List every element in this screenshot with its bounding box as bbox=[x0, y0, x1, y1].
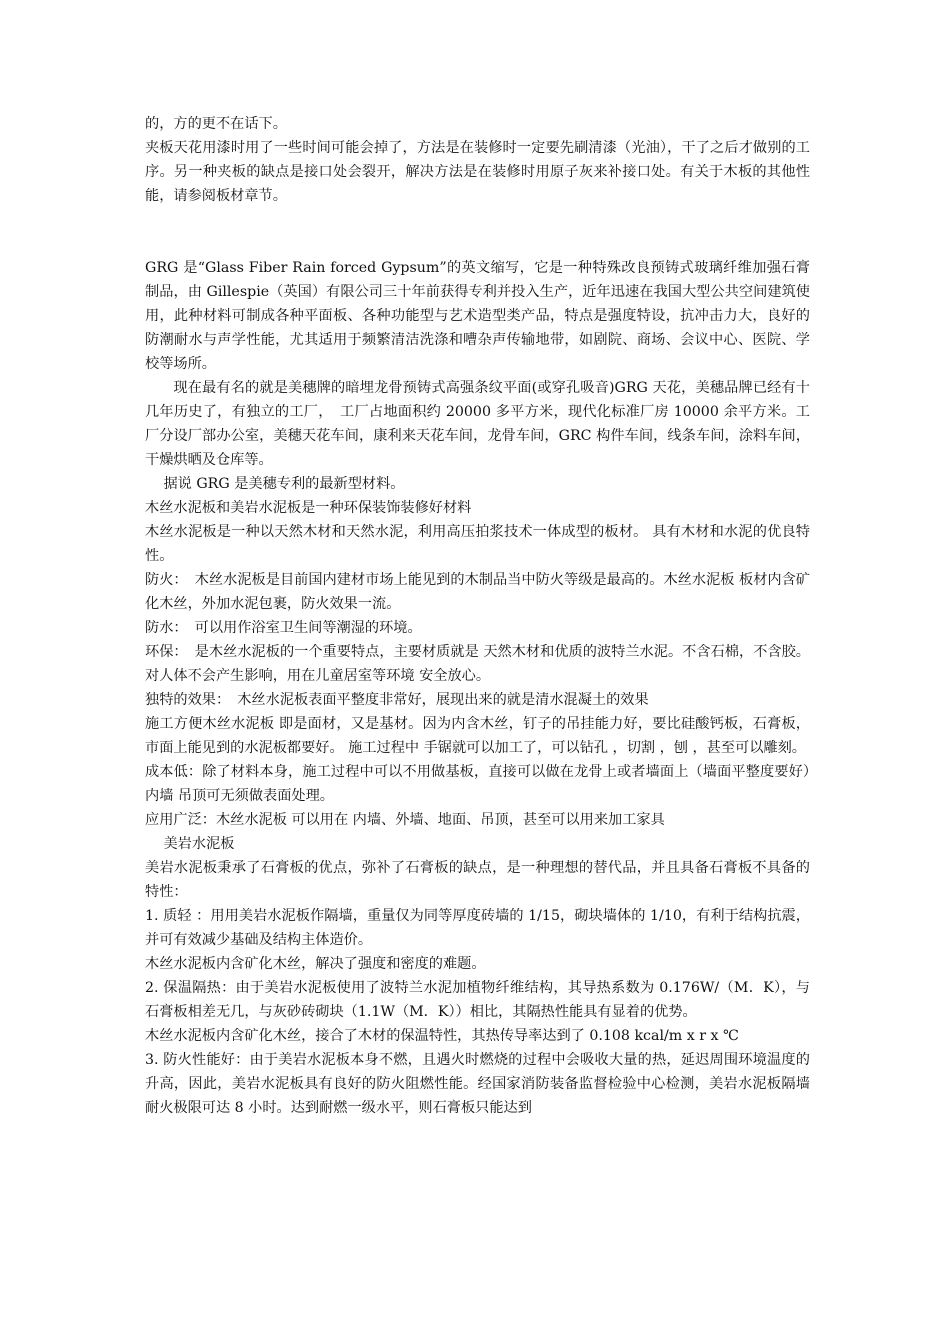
paragraph-grg-definition: GRG 是“Glass Fiber Rain forced Gypsum”的英文缩写，它是一种特殊改良预铸式玻璃纤维加强石膏制品，由 Gillespie（英国）有限公司三十年前获得专利并投入生产，近年迅速在我国大型公共空间建筑使用，此种材料可制成各种平面板、各种功能型与艺术造型类产品，特点是强度特设，抗冲击力大，良好的防潮耐水与声学性能，尤其适用于频繁清洁洗涤和嘈杂声传输地带，如剧院、商场、会议中心、医院、学校等场所。 bbox=[145, 260, 810, 372]
paragraph-grg-patent: 据说 GRG 是美穗专利的最新型材料。 bbox=[163, 476, 405, 492]
paragraph-item-insulation-note: 木丝水泥板内含矿化木丝，接合了木材的保温特性，其热传导率达到了 0.108 kcal/m x r x ℃ bbox=[145, 1028, 739, 1044]
paragraph-wide-usage: 应用广泛：木丝水泥板 可以用在 内墙、外墙、地面、吊顶，甚至可以用来加工家具 bbox=[145, 812, 665, 828]
paragraph-plywood-paint: 夹板天花用漆时用了一些时间可能会掉了，方法是在装修时一定要先刷清漆（光油），干了之后才做别的工序。另一种夹板的缺点是接口处会裂开，解决方法是在装修时用原子灰来补接口处。有关于木板的其他性能，请参阅板材章节。 bbox=[145, 140, 810, 204]
paragraph-meiyan-intro: 美岩水泥板秉承了石膏板的优点，弥补了石膏板的缺点，是一种理想的替代品，并且具备石膏板不具备的特性： bbox=[145, 860, 810, 900]
paragraph-unique-effect: 独特的效果： 木丝水泥板表面平整度非常好，展现出来的就是清水混凝土的效果 bbox=[145, 692, 649, 708]
paragraph-waterproof: 防水： 可以用作浴室卫生间等潮湿的环境。 bbox=[145, 620, 422, 636]
paragraph-item-light-weight-note: 木丝水泥板内含矿化木丝，解决了强度和密度的难题。 bbox=[145, 956, 486, 972]
document-page bbox=[145, 112, 825, 1120]
paragraph-eco: 环保： 是木丝水泥板的一个重要特点，主要材质就是 天然木材和优质的波特兰水泥。不含石棉，不含胶。对人体不会产生影响，用在儿童居室等环境 安全放心。 bbox=[145, 644, 810, 684]
paragraph-wood-wool-intro: 木丝水泥板是一种以天然木材和天然水泥，利用高压拍浆技术一体成型的板材。 具有木材和水泥的优良特性。 bbox=[145, 524, 810, 564]
section-gap bbox=[145, 208, 810, 256]
heading-meiyan-board: 美岩水泥板 bbox=[163, 836, 235, 852]
paragraph-item-insulation: 2. 保温隔热：由于美岩水泥板使用了波特兰水泥加植物纤维结构，其导热系数为 0.176W/（M．K），与石膏板相差无几，与灰砂砖砌块（1.1W（M．K））相比，其隔热性能具有显着的优势。 bbox=[145, 980, 810, 1020]
paragraph-low-cost: 成本低：除了材料本身，施工过程中可以不用做基板，直接可以做在龙骨上或者墙面上（墙面平整度要好） 内墙 吊顶可无须做表面处理。 bbox=[145, 764, 825, 804]
paragraph-grg-brand: 现在最有名的就是美穗牌的暗埋龙骨预铸式高强条纹平面(或穿孔吸音)GRG 天花，美穗品牌已经有十几年历史了，有独立的工厂， 工厂占地面积约 20000 多平方米，现代化标准厂房 10000 余平方米。工厂分设厂部办公室，美穗天花车间，康利来天花车间，龙骨车间，GRC 构件车间，线条车间，涂料车间，干燥烘晒及仓库等。 bbox=[145, 380, 810, 468]
paragraph-construction: 施工方便木丝水泥板 即是面材，又是基材。因为内含木丝，钉子的吊挂能力好，要比硅酸钙板，石膏板，市面上能见到的水泥板都要好。 施工过程中 手锯就可以加工了，可以钻孔 ，切割 ，刨 ，甚至可以雕刻。 bbox=[145, 716, 810, 756]
paragraph-fireproof: 防火： 木丝水泥板是目前国内建材市场上能见到的木制品当中防火等级是最高的。木丝水泥板 板材内含矿化木丝，外加水泥包裹，防火效果一流。 bbox=[145, 572, 810, 612]
paragraph-item-light-weight: 1. 质轻 ：用用美岩水泥板作隔墙，重量仅为同等厚度砖墙的 1/15，砌块墙体的 1/10，有利于结构抗震，并可有效减少基础及结构主体造价。 bbox=[145, 908, 810, 948]
heading-wood-wool-board: 木丝水泥板和美岩水泥板是一种环保装饰装修好材料 bbox=[145, 500, 472, 516]
paragraph-intro-line: 的，方的更不在话下。 bbox=[145, 116, 287, 132]
paragraph-item-fire-performance: 3. 防火性能好：由于美岩水泥板本身不燃，且遇火时燃烧的过程中会吸收大量的热，延迟周围环境温度的升高，因此，美岩水泥板具有良好的防火阻燃性能。经国家消防装备监督检验中心检测，美岩水泥板隔墙耐火极限可达 8 小时。达到耐燃一级水平，则石膏板只能达到 bbox=[145, 1052, 810, 1116]
